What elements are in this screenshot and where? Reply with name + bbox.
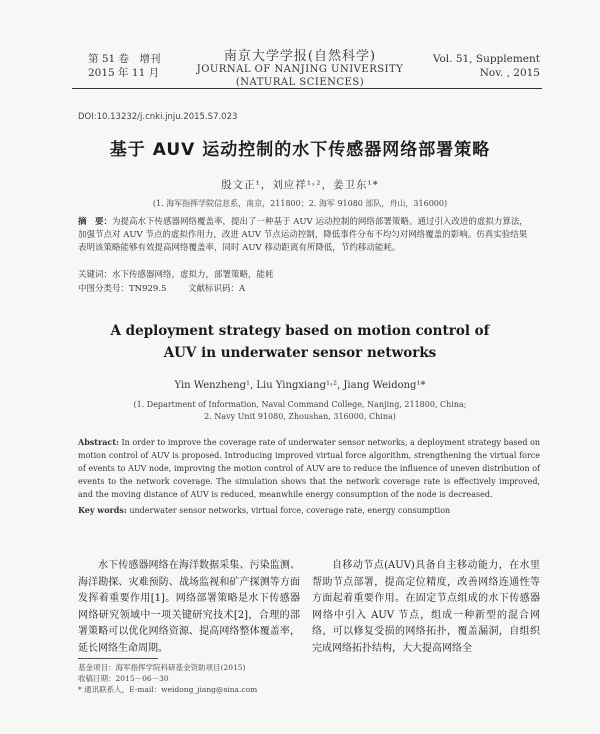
footnote-rule [78,658,158,659]
footnote-funding: 基金项目：海军指挥学院科研基金资助项目(2015) [78,663,246,672]
abstract-cn-label: 摘 要： [78,217,113,227]
title-en [0,320,600,364]
title-en-line2: AUV in underwater sensor networks [163,345,437,361]
body-column-right: 自移动节点(AUV)具备自主移动能力，在水里帮助节点部署，提高定位精度，改善网络连通性等方面起着重要作用。在固定节点组成的水下传感器网络中引入 AUV 节点，组成一种新型的混合网络，可以修复受损的网络拓扑，覆盖漏洞，自组织完成网络拓扑结构，大大提高网络全 [312,560,540,654]
authors-cn: 殷文正¹，刘应祥¹˒²，姜卫东¹* [221,179,379,191]
keywords-cn: 关键词：水下传感器网络，虚拟力，部署策略，能耗 [78,270,274,280]
journal-masthead [190,50,410,89]
issue-info [88,52,178,80]
abstract-en-label: Abstract: [78,437,119,447]
abstract-cn [78,216,533,255]
title-cn: 基于 AUV 运动控制的水下传感器网络部署策略 [109,140,491,160]
clc-number: 中图分类号：TN929.5 [78,284,167,294]
classification-cn [78,282,533,294]
volume-line: 第 51 卷 增刊 [88,53,161,65]
footnote-contact: * 通讯联系人，E-mail：weidong_jiang@sina.com [78,685,258,694]
document-code: 文献标识码：A [188,284,246,294]
header-rule [72,88,542,89]
abstract-en-text: In order to improve the coverage rate of underwater sensor networks, a deployment strategy based on motion control of AUV is proposed. Introducing improved virtual force algorithm, strengthening the virtual force of events to AUV node, improving the motion control of AUV are to reduce the influence of uneven distribution of events to the network coverage. The simulation shows that the network coverage rate is effectively improved, and the moving distance of AUV is reduced, meanwhile energy consumption of the node is decreased. [78,438,540,499]
journal-name-cn: 南京大学学报(自然科学) [223,49,377,64]
authors-en: Yin Wenzheng¹, Liu Yingxiang¹˒², Jiang Weidong¹* [174,380,426,391]
affiliation-cn: (1. 海军指挥学院信息系，南京，211800；2. 海军 91080 部队，舟山，316000) [152,199,448,208]
journal-name-en: JOURNAL OF NANJING UNIVERSITY [196,64,404,75]
issue-info-en [420,52,540,80]
date-line: 2015 年 11 月 [88,67,160,79]
keywords-en-text: underwater sensor networks, virtual force, coverage rate, energy consumption [129,506,451,515]
volume-line-en: Vol. 51, Supplement [432,53,540,65]
doi: DOI:10.13232/j.cnki.jnju.2015.S7.023 [78,112,238,122]
abstract-cn-text: 为提高水下传感器网络覆盖率，提出了一种基于 AUV 运动控制的网络部署策略。通过引入改进的虚拟力算法，加强节点对 AUV 节点的虚拟作用力，改进 AUV 节点运动控制，降低事件分布不均匀对网络覆盖的影响。仿真实验结果表明该策略能够有效提高网络覆盖率，同时 AUV 移动距离有所降低，节约移动能耗。 [78,217,528,253]
footnote [78,662,308,695]
footnote-received: 收稿日期：2015－06－30 [78,674,169,683]
keywords-en [78,505,540,515]
affiliation-en [0,399,600,423]
keywords-en-label: Key words: [78,505,127,515]
affiliation-en-line2: 2. Navy Unit 91080, Zhoushan, 316000, China) [204,412,396,421]
body-column-left: 水下传感器网络在海洋数据采集、污染监测、海洋勘探、灾难预防、战场监视和矿产探测等方面发挥着重要作用[1]。网络部署策略是水下传感器网络研究领域中一项关键研究技术[2]，合理的部署策略可以优化网络资源、提高网络整体覆盖率，延长网络生命周期。 [78,560,300,654]
journal-subtitle-en: (NATURAL SCIENCES) [235,77,365,88]
title-en-line1: A deployment strategy based on motion control of [110,323,490,339]
date-line-en: Nov. , 2015 [479,67,540,79]
abstract-en [78,436,540,501]
affiliation-en-line1: (1. Department of Information, Naval Command College, Nanjing, 211800, China; [133,400,467,409]
